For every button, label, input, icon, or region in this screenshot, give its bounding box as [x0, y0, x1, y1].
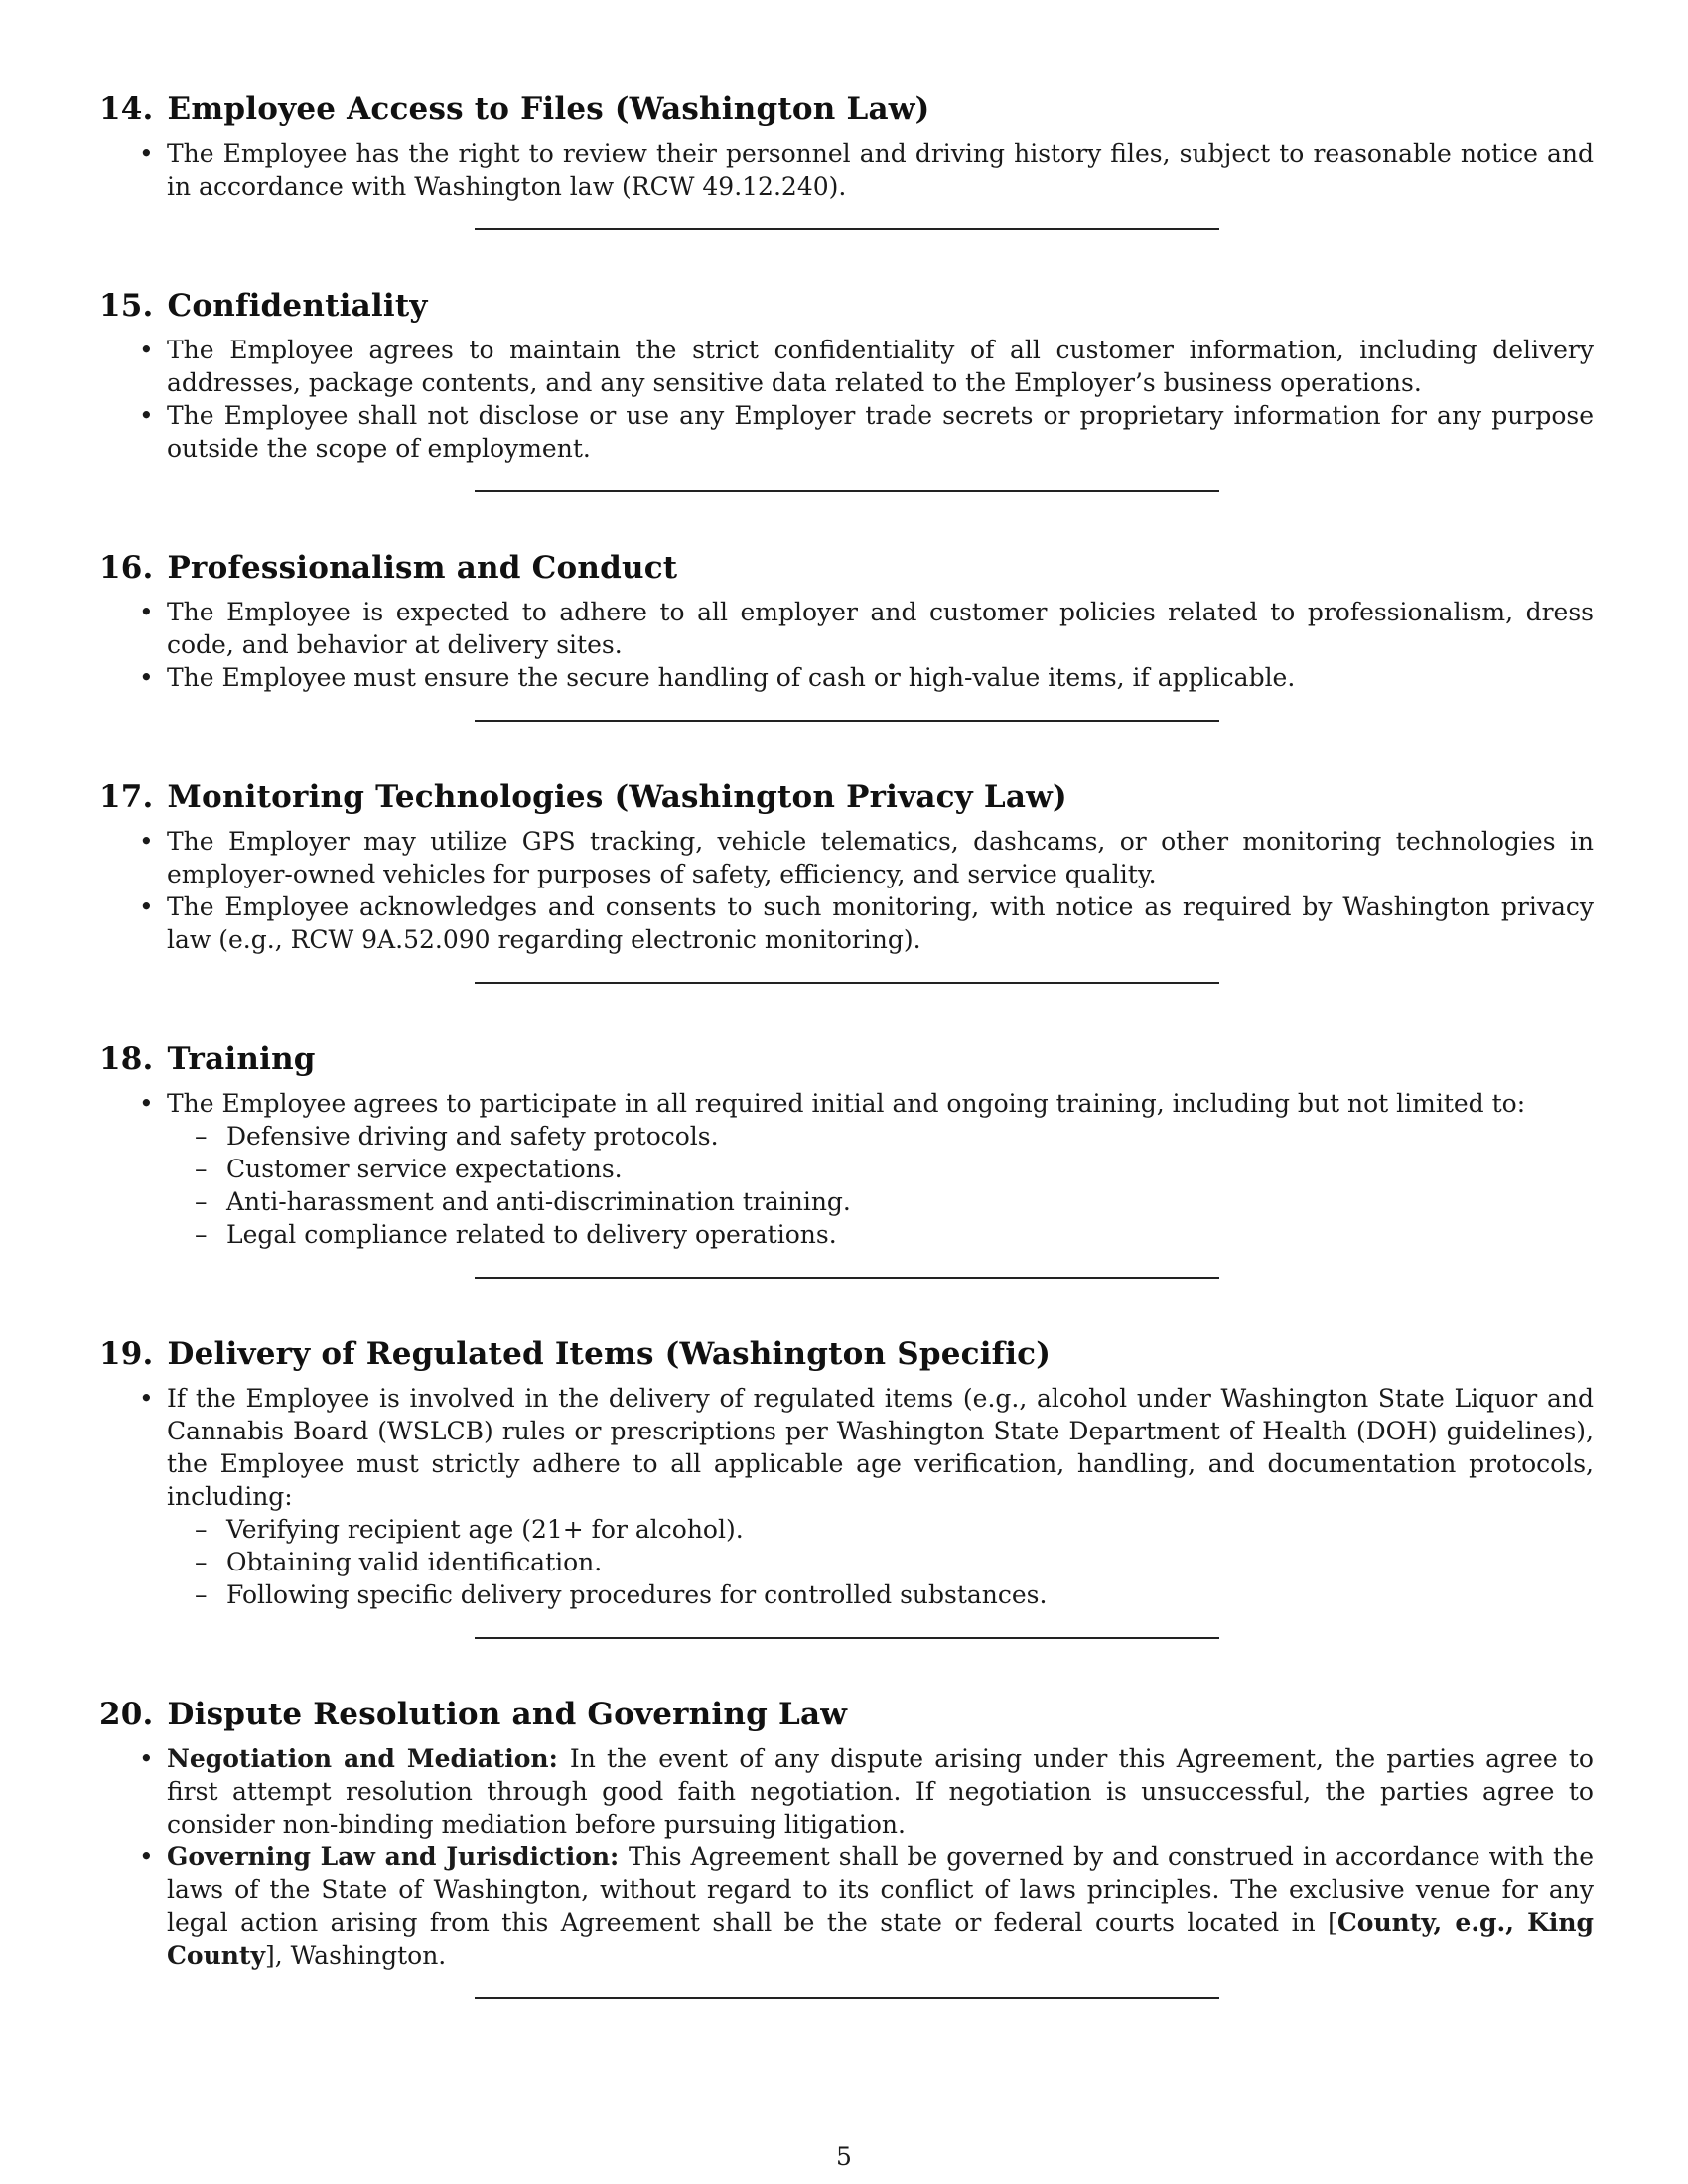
list-item: • The Employee shall not disclose or use any Employer trade secrets or proprietary information for any purpose outside the scope of employment. — [99, 399, 1594, 465]
section-17-list — [99, 825, 1594, 956]
section-15 — [99, 284, 1594, 465]
governing-law-label: Governing Law and Jurisdiction: — [167, 1843, 629, 1871]
list-item: • The Employee must ensure the secure handling of cash or high-value items, if applicable. — [99, 661, 1594, 694]
section-20-list — [99, 1742, 1594, 1972]
section-20 — [99, 1693, 1594, 1972]
sub-list-item: – Verifying recipient age (21+ for alcohol). — [167, 1513, 1594, 1546]
negotiation-label: Negotiation and Mediation: — [167, 1744, 570, 1773]
section-14-heading: 14. Employee Access to Files (Washington Law) — [99, 91, 930, 127]
page-number: 5 — [836, 2142, 852, 2171]
section-16-list — [99, 596, 1594, 694]
list-item: • Governing Law and Jurisdiction: This Agreement shall be governed by and construed in accordance with the laws of the State of Washington, without regard to its conflict of laws principles. The exclusive venue for any legal action arising from this Agreement shall be the state or federal courts located in [County, e.g., King County], Washington. — [99, 1841, 1594, 1972]
section-14-list — [99, 137, 1594, 203]
section-divider — [475, 982, 1219, 984]
section-18-heading: 18. Training — [99, 1041, 316, 1077]
list-item: • The Employee is expected to adhere to all employer and customer policies related to professionalism, dress code, and behavior at delivery sites. — [99, 596, 1594, 661]
negotiation-text: In the event of any dispute arising under this Agreement, the parties agree to first attempt resolution through good faith negotiation. If negotiation is unsuccessful, the parties agree to consider non-binding mediation before pursuing litigation. — [167, 1744, 1594, 1839]
section-divider — [475, 1637, 1219, 1639]
section-divider — [475, 228, 1219, 230]
section-19-sublist — [167, 1513, 1594, 1611]
list-item: • The Employee has the right to review their personnel and driving history files, subject to reasonable notice and in accordance with Washington law (RCW 49.12.240). — [99, 137, 1594, 203]
section-14 — [99, 87, 1594, 203]
section-divider — [475, 1277, 1219, 1279]
list-item: • The Employee acknowledges and consents to such monitoring, with notice as required by Washington privacy law (e.g., RCW 9A.52.090 regarding electronic monitoring). — [99, 890, 1594, 956]
section-17-heading: 17. Monitoring Technologies (Washington Privacy Law) — [99, 779, 1067, 815]
sub-list-item: – Defensive driving and safety protocols. — [167, 1120, 1594, 1153]
section-19 — [99, 1332, 1594, 1611]
section-17 — [99, 775, 1594, 956]
section-20-heading: 20. Dispute Resolution and Governing Law — [99, 1697, 848, 1732]
section-16-heading: 16. Professionalism and Conduct — [99, 550, 678, 586]
section-15-list — [99, 334, 1594, 465]
sub-list-item: – Anti-harassment and anti-discrimination training. — [167, 1185, 1594, 1218]
list-item: • The Employee agrees to participate in all required initial and ongoing training, including but not limited to: – Defensive driving and safety protocols. – Customer service expectations. – Anti-harassment and anti-discrimination training. – Legal compliance related to delivery operations. — [99, 1087, 1594, 1251]
sub-list-item: – Obtaining valid identification. — [167, 1546, 1594, 1578]
section-15-heading: 15. Confidentiality — [99, 288, 428, 324]
section-18 — [99, 1037, 1594, 1251]
list-item: • If the Employee is involved in the delivery of regulated items (e.g., alcohol under Washington State Liquor and Cannabis Board (WSLCB) rules or prescriptions per Washington State Department of Health (DOH) guidelines), the Employee must strictly adhere to all applicable age verification, handling, and documentation protocols, including: – Verifying recipient age (21+ for alcohol). – Obtaining valid identification. – Following specific delivery procedures for controlled substances. — [99, 1382, 1594, 1611]
section-19-heading: 19. Delivery of Regulated Items (Washington Specific) — [99, 1336, 1052, 1372]
section-19-list — [99, 1382, 1594, 1611]
list-item — [99, 1742, 1594, 1841]
county-placeholder: County, e.g., King County — [167, 1908, 1594, 1970]
section-divider — [475, 1997, 1219, 1999]
sub-list-item: – Legal compliance related to delivery operations. — [167, 1218, 1594, 1251]
document-page — [99, 87, 1594, 1999]
section-16 — [99, 546, 1594, 694]
section-18-list — [99, 1087, 1594, 1251]
section-divider — [475, 720, 1219, 722]
section-18-sublist — [167, 1120, 1594, 1251]
sub-list-item: – Customer service expectations. — [167, 1153, 1594, 1185]
section-divider — [475, 490, 1219, 492]
list-item: • The Employer may utilize GPS tracking, vehicle telematics, dashcams, or other monitoring technologies in employer-owned vehicles for purposes of safety, efficiency, and service quality. — [99, 825, 1594, 890]
sub-list-item: – Following specific delivery procedures for controlled substances. — [167, 1578, 1594, 1611]
list-item: • The Employee agrees to maintain the strict confidentiality of all customer information, including delivery addresses, package contents, and any sensitive data related to the Employer’s business operations. — [99, 334, 1594, 399]
governing-law-text: This Agreement shall be governed by and construed in accordance with the laws of the State of Washington, without regard to its conflict of laws principles. The exclusive venue for any legal action arising from this Agreement shall be the state or federal courts located in [ — [167, 1843, 1595, 1937]
